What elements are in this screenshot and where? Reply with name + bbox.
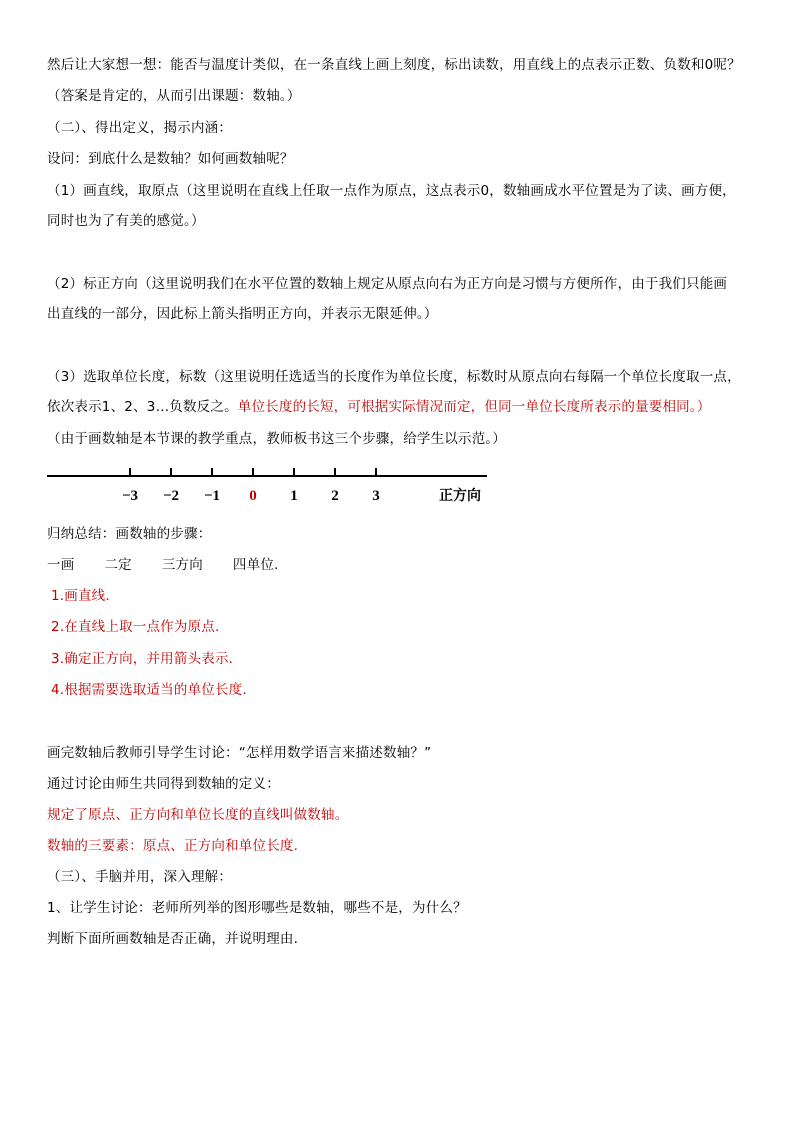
tick-marks	[130, 468, 376, 476]
list-item-2: 2.在直线上取一点作为原点.	[51, 619, 220, 635]
tick-label: 1	[290, 488, 298, 504]
steps-mnemonic	[47, 556, 767, 574]
list-item-1: 1.画直线.	[51, 588, 110, 604]
step-3-text: 依次表示1、2、3…负数反之。	[47, 399, 238, 415]
tick-labels	[122, 488, 380, 504]
tick-label: −2	[162, 488, 180, 504]
step-word-3: 三方向	[161, 557, 203, 573]
definition-text: 规定了原点、正方向和单位长度的直线叫做数轴。	[47, 807, 349, 823]
discussion-line-2: 通过讨论由师生共同得到数轴的定义：	[47, 776, 280, 792]
list-item-3: 3.确定正方向，并用箭头表示.	[51, 651, 234, 667]
tick-label: 2	[331, 488, 339, 504]
direction-label: 正方向	[439, 489, 481, 504]
summary-heading: 归纳总结：画数轴的步骤：	[47, 526, 212, 542]
three-elements-text: 数轴的三要素：原点、正方向和单位长度.	[47, 838, 299, 854]
tick-label: −3	[121, 488, 139, 504]
step-3-line-1: （3）选取单位长度，标数（这里说明任选适当的长度作为单位长度，标数时从原点向右每隔一个单位长度取一点，	[47, 369, 741, 385]
step-word-2: 二定	[104, 557, 132, 573]
step-3-line-2	[47, 398, 767, 416]
paragraph-intro: 然后让大家想一想：能否与温度计类似，在一条直线上画上刻度，标出读数，用直线上的点表示正数、负数和0呢？	[47, 57, 741, 73]
tick-label: −1	[203, 488, 221, 504]
step-3-red-text: 单位长度的长短，可根据实际情况而定，但同一单位长度所表示的量要相同。）	[237, 399, 711, 415]
step-word-4: 四单位.	[232, 557, 279, 573]
paragraph-answer: （答案是肯定的，从而引出课题：数轴。）	[47, 88, 301, 104]
question-text: 设问：到底什么是数轴？如何画数轴呢？	[47, 151, 294, 167]
list-item-4: 4.根据需要选取适当的单位长度.	[51, 682, 247, 698]
exercise-line-1: 1、让学生讨论：老师所列举的图形哪些是数轴，哪些不是，为什么？	[47, 900, 467, 916]
discussion-line-1: 画完数轴后教师引导学生讨论：“怎样用数学语言来描述数轴？”	[47, 745, 432, 761]
step-1-line-2: 同时也为了有美的感觉。）	[47, 213, 205, 229]
step-2-line-2: 出直线的一部分，因此标上箭头指明正方向，并表示无限延伸。）	[47, 306, 438, 322]
section-heading-3: （三）、手脑并用，深入理解：	[47, 869, 233, 885]
step-1-line-1: （1）画直线，取原点（这里说明在直线上任取一点作为原点，这点表示0，数轴画成水平位置是为了读、画方便，	[47, 183, 736, 199]
number-line-figure	[47, 458, 497, 508]
tick-label: 3	[372, 488, 380, 504]
section-heading-2: （二）、得出定义，揭示内涵：	[47, 120, 233, 136]
teacher-note: （由于画数轴是本节课的教学重点，教师板书这三个步骤，给学生以示范。）	[47, 431, 507, 447]
step-2-line-1: （2）标正方向（这里说明我们在水平位置的数轴上规定从原点向右为正方向是习惯与方便所作，由于我们只能画	[47, 276, 728, 292]
exercise-line-2: 判断下面所画数轴是否正确，并说明理由.	[47, 931, 299, 947]
tick-label: 0	[249, 488, 257, 504]
step-word-1: 一画	[47, 557, 75, 573]
